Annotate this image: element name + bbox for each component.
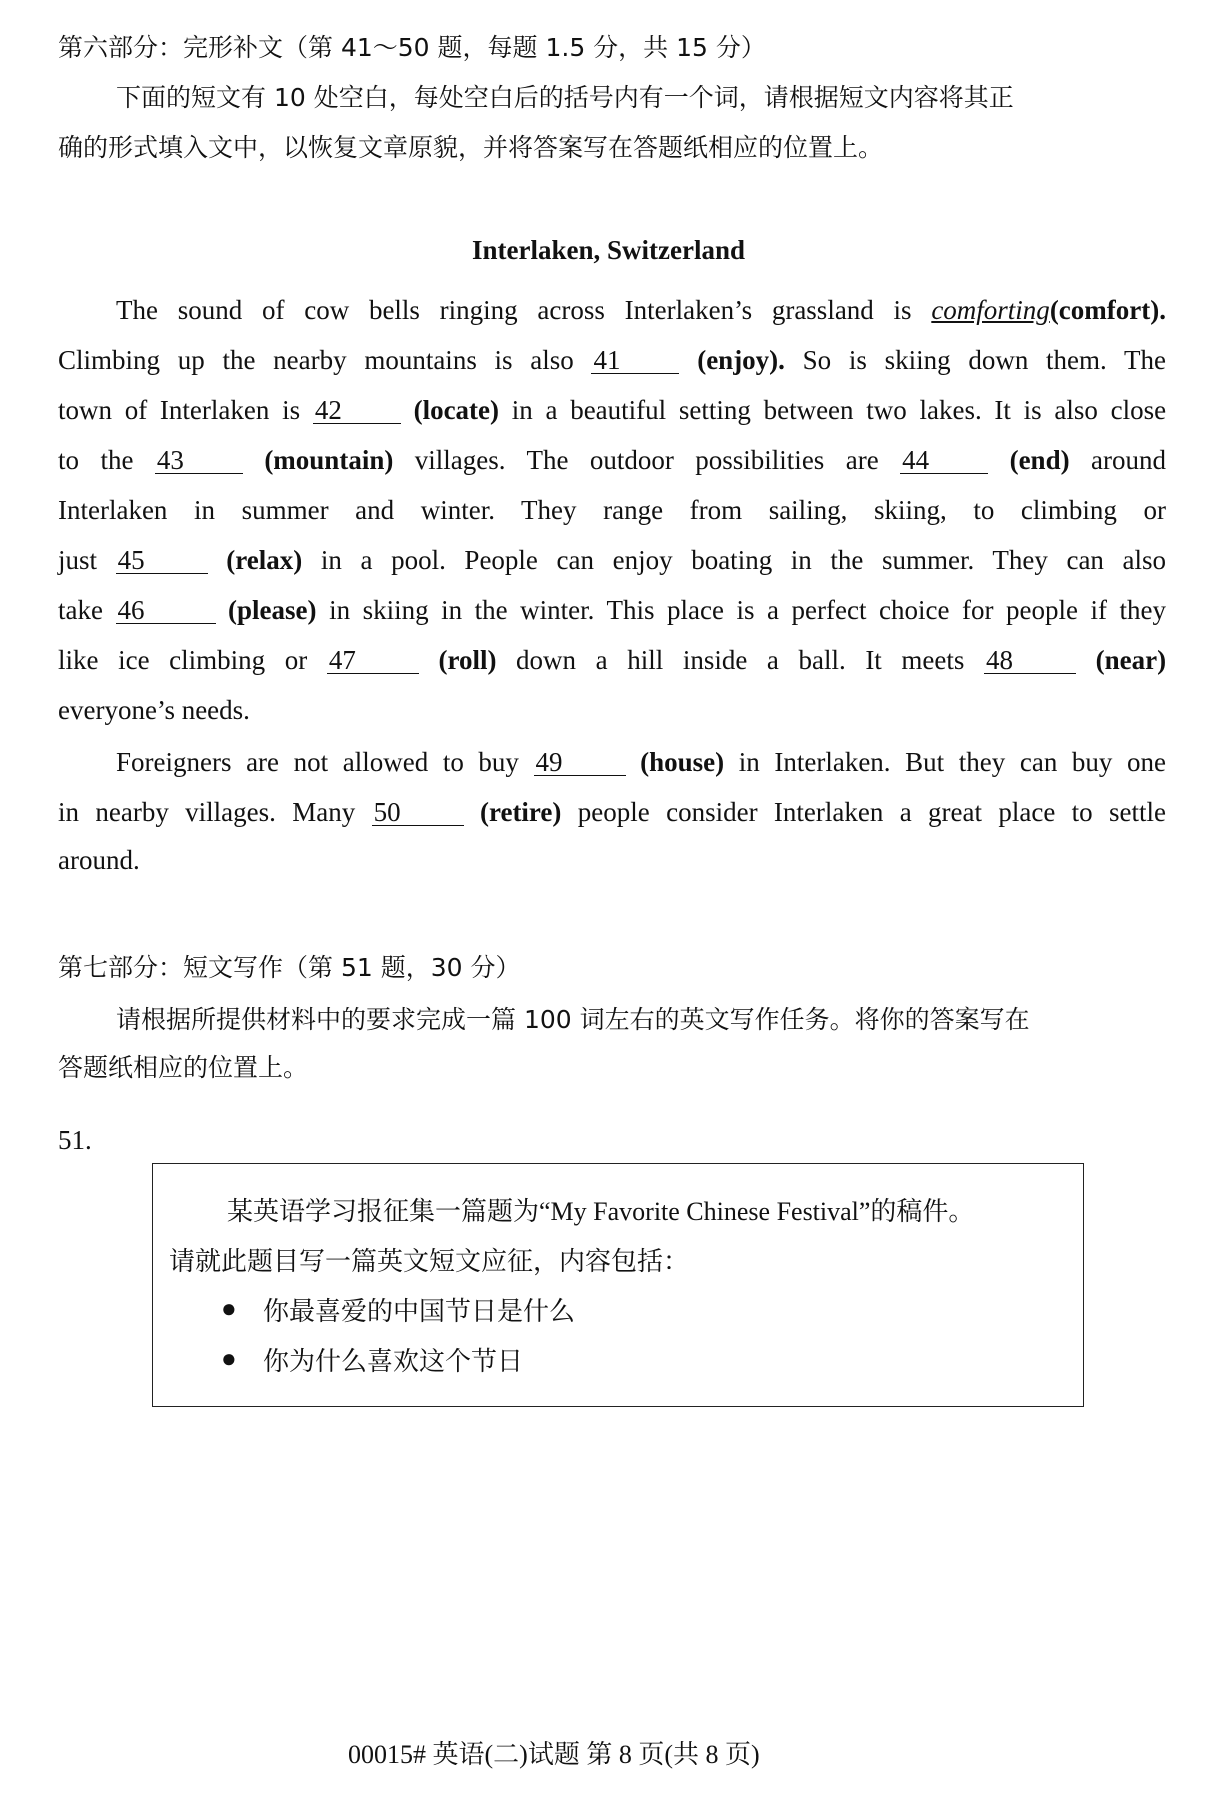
page-footer: 00015# 英语(二)试题 第 8 页(共 8 页) bbox=[348, 1740, 760, 1769]
text: in Interlaken. But they can buy one bbox=[738, 747, 1167, 777]
hint-word: (please) bbox=[228, 595, 317, 625]
blank-46: 46 bbox=[116, 597, 216, 624]
section6-heading: 第六部分：完形补文（第 41～50 题，每题 1.5 分，共 15 分） bbox=[58, 33, 766, 62]
text: Climbing up the nearby mountains is also bbox=[58, 345, 574, 375]
bullet-dot-icon: ● bbox=[221, 1344, 237, 1373]
hint-word: (house) bbox=[640, 747, 725, 777]
hint-word: (end) bbox=[1009, 445, 1070, 475]
text: in a beautiful setting between two lakes. It is also close bbox=[511, 395, 1167, 425]
passage-title: Interlaken, Switzerland bbox=[472, 235, 745, 265]
text: in a pool. People can enjoy boating in the summer. They can also bbox=[320, 545, 1167, 575]
bullet-dot-icon: ● bbox=[221, 1294, 237, 1323]
text: like ice climbing or bbox=[58, 645, 308, 675]
blank-47: 47 bbox=[327, 647, 419, 674]
text: villages. The outdoor possibilities are bbox=[414, 445, 879, 475]
hint-word: (roll) bbox=[438, 645, 497, 675]
text: Foreigners are not allowed to buy bbox=[116, 747, 519, 777]
text: around bbox=[1091, 445, 1166, 475]
text: So is skiing down them. The bbox=[802, 345, 1166, 375]
hint-word: (near) bbox=[1095, 645, 1167, 675]
blank-43: 43 bbox=[155, 447, 243, 474]
text: in skiing in the winter. This place is a perfect choice for people if they bbox=[329, 595, 1167, 625]
passage-line bbox=[58, 392, 1166, 428]
blank-49: 49 bbox=[534, 749, 626, 776]
hint-word: (relax) bbox=[226, 545, 303, 575]
passage-line: around. bbox=[58, 845, 140, 875]
prompt-line1: 某英语学习报征集一篇题为“My Favorite Chinese Festival”的稿件。 bbox=[227, 1197, 975, 1226]
text: to the bbox=[58, 445, 134, 475]
passage-line bbox=[58, 442, 1166, 478]
passage-line bbox=[58, 592, 1166, 628]
passage-line bbox=[116, 744, 1166, 780]
hint-word: (enjoy). bbox=[697, 345, 785, 375]
section7-instruction-line1: 请根据所提供材料中的要求完成一篇 100 词左右的英文写作任务。将你的答案写在 bbox=[116, 1005, 1030, 1034]
section7-heading: 第七部分：短文写作（第 51 题，30 分） bbox=[58, 953, 521, 982]
question-number: 51. bbox=[58, 1125, 92, 1155]
passage-line bbox=[58, 642, 1166, 678]
section7-instruction-line2: 答题纸相应的位置上。 bbox=[58, 1053, 309, 1082]
passage-line: Interlaken in summer and winter. They range from sailing, skiing, to climbing or bbox=[58, 495, 1166, 525]
blank-41: 41 bbox=[591, 347, 679, 374]
blank-45: 45 bbox=[116, 547, 208, 574]
passage-line bbox=[116, 292, 1166, 328]
text: just bbox=[58, 545, 98, 575]
example-answer: comforting bbox=[931, 295, 1050, 325]
blank-48: 48 bbox=[984, 647, 1076, 674]
text: town of Interlaken is bbox=[58, 395, 301, 425]
writing-prompt-box bbox=[152, 1163, 1084, 1407]
section6-instruction-line1: 下面的短文有 10 处空白，每处空白后的括号内有一个词，请根据短文内容将其正 bbox=[116, 83, 1014, 112]
passage-line bbox=[58, 542, 1166, 578]
text: down a hill inside a ball. It meets bbox=[516, 645, 965, 675]
bullet-item-1: 你最喜爱的中国节日是什么 bbox=[263, 1297, 576, 1326]
hint-word: (retire) bbox=[479, 797, 562, 827]
blank-50: 50 bbox=[372, 799, 464, 826]
section6-instruction-line2: 确的形式填入文中，以恢复文章原貌，并将答案写在答题纸相应的位置上。 bbox=[58, 133, 884, 162]
hint-word: (mountain) bbox=[264, 445, 394, 475]
text: take bbox=[58, 595, 103, 625]
hint-word: (comfort). bbox=[1049, 295, 1166, 325]
bullet-item-2: 你为什么喜欢这个节日 bbox=[263, 1347, 524, 1376]
prompt-line2: 请就此题目写一篇英文短文应征，内容包括： bbox=[169, 1247, 690, 1276]
text: in nearby villages. Many bbox=[58, 797, 356, 827]
hint-word: (locate) bbox=[413, 395, 500, 425]
passage-line bbox=[58, 342, 1166, 378]
passage-line: everyone’s needs. bbox=[58, 695, 250, 725]
passage-line bbox=[58, 794, 1166, 830]
text: The sound of cow bells ringing across Interlaken’s grassland is bbox=[116, 295, 912, 325]
blank-42: 42 bbox=[313, 397, 401, 424]
text: people consider Interlaken a great place to settle bbox=[577, 797, 1167, 827]
blank-44: 44 bbox=[900, 447, 988, 474]
